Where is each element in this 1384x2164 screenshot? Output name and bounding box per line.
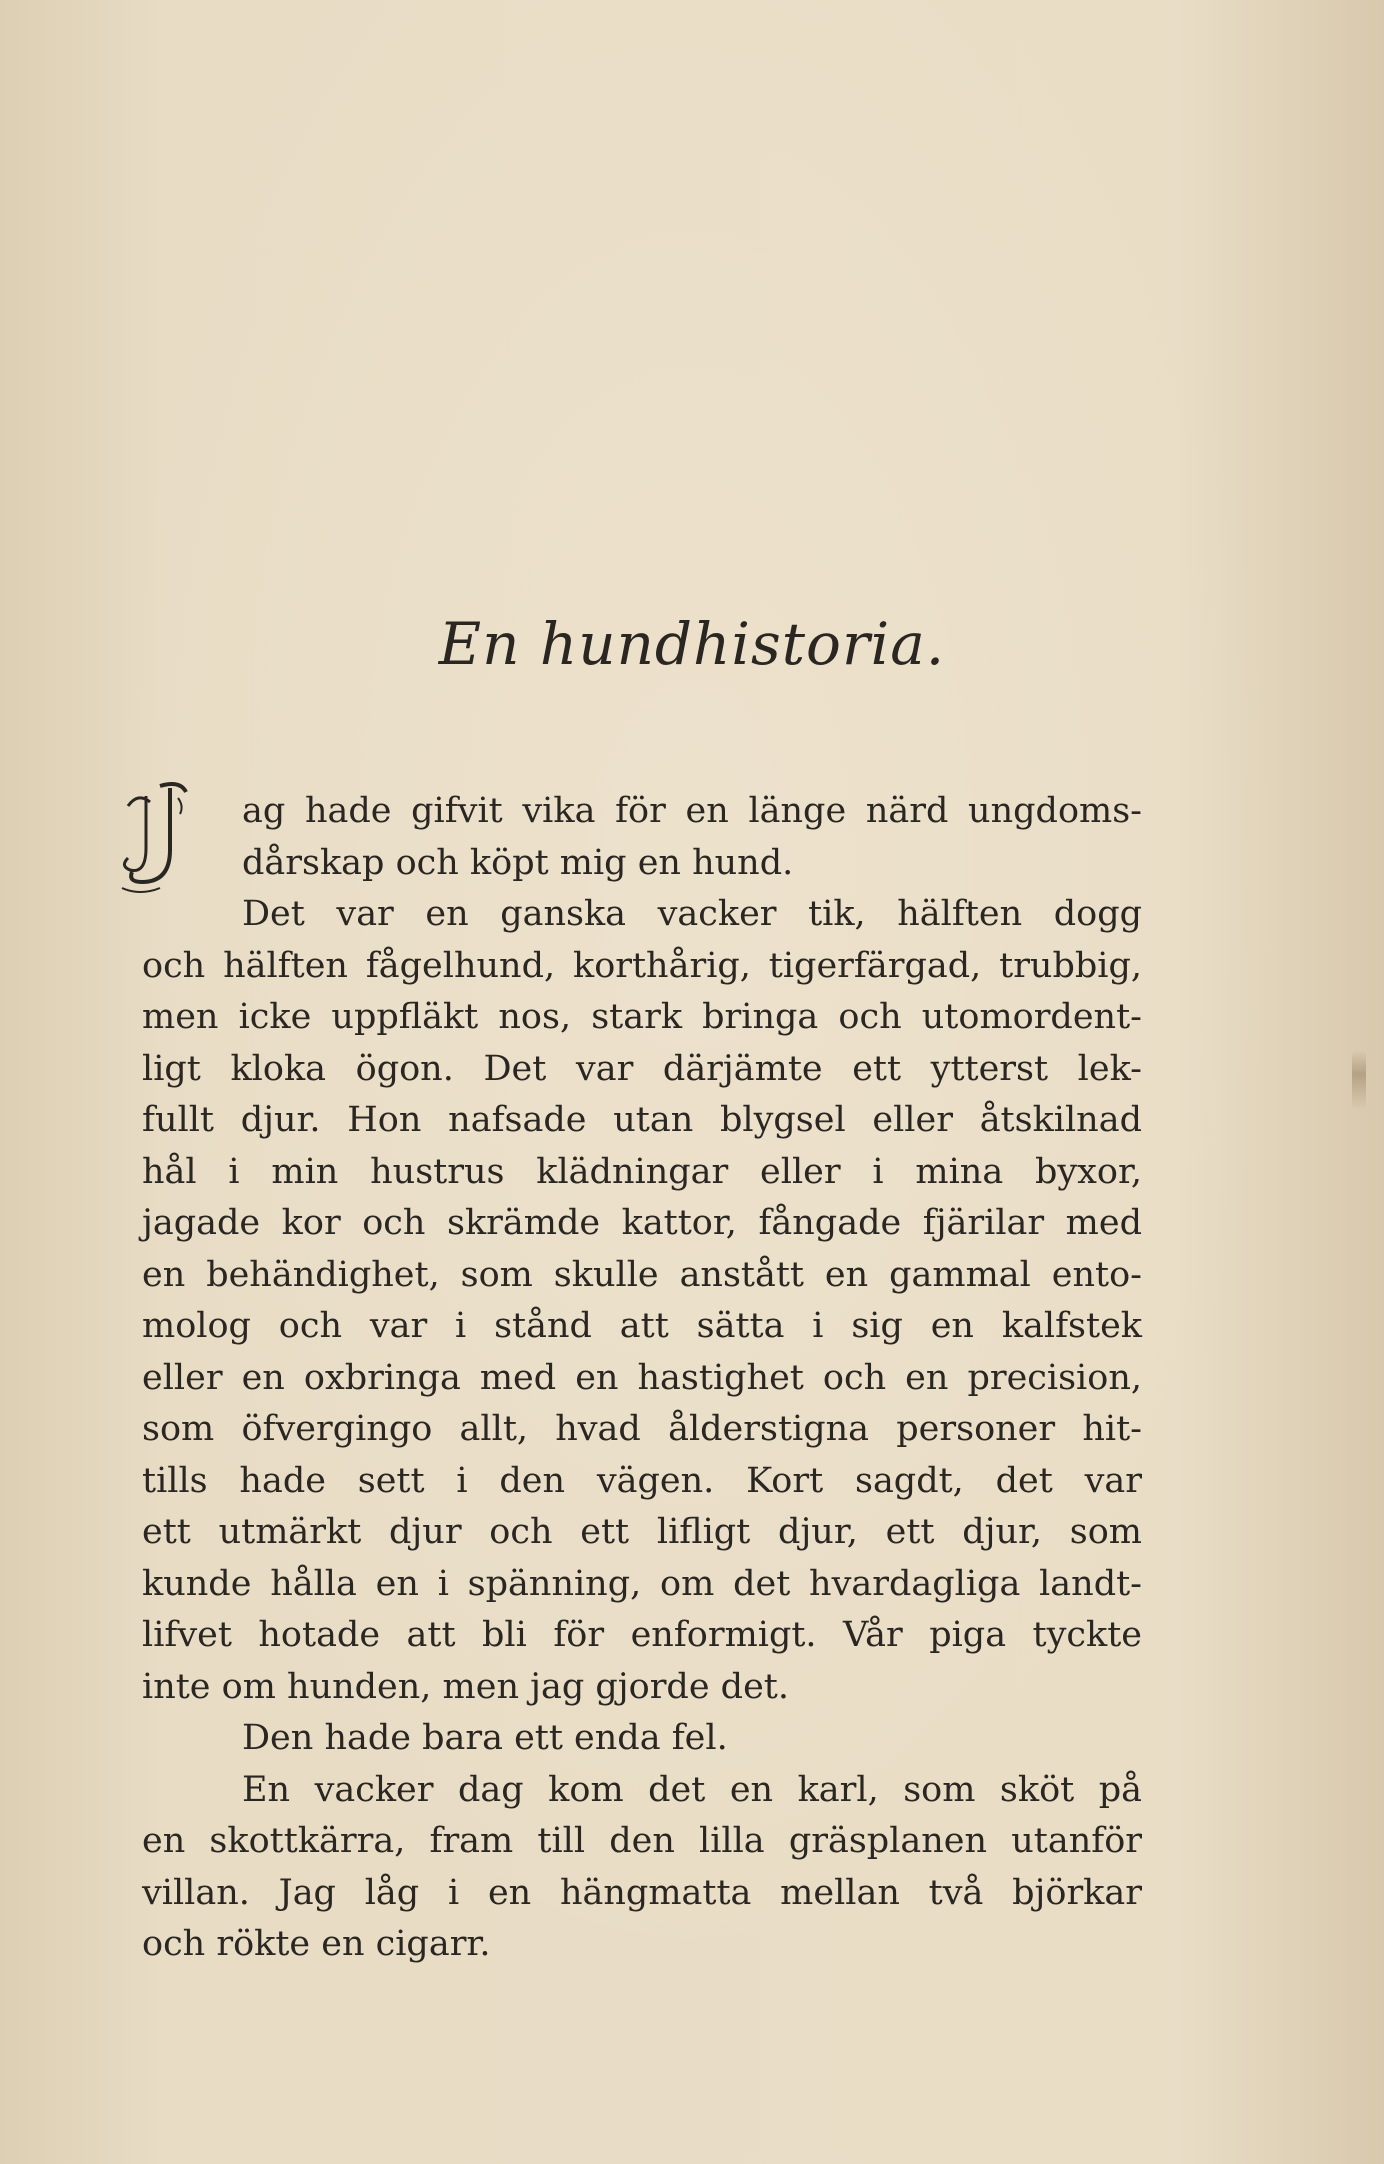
- text-line: jagade kor och skrämde kattor, fångade fjärilar med: [142, 1203, 1142, 1243]
- page-edge-stain: [1352, 1050, 1366, 1110]
- text-line: inte om hunden, men jag gjorde det.: [142, 1666, 789, 1707]
- text-line: dårskap och köpt mig en hund.: [242, 842, 794, 883]
- text-line: lifvet hotade att bli för enformigt. Vår piga tyckte: [142, 1615, 1142, 1655]
- text-line: och rökte en cigarr.: [142, 1924, 491, 1964]
- text-line: och hälften fågelhund, korthårig, tigerfärgad, trubbig,: [142, 945, 1142, 986]
- text-line: villan. Jag låg i en hängmatta mellan två björkar: [142, 1872, 1142, 1913]
- text-line: Det var en ganska vacker tik, hälften dogg: [242, 894, 1142, 934]
- text-line: hål i min hustrus klädningar eller i mina byxor,: [142, 1151, 1142, 1192]
- text-line: ag hade gifvit vika för en länge närd ungdoms-: [242, 791, 1142, 831]
- text-line: En vacker dag kom det en karl, som sköt på: [242, 1769, 1142, 1810]
- text-line: Den hade bara ett enda fel.: [242, 1718, 728, 1758]
- text-line: tills hade sett i den vägen. Kort sagdt, det var: [142, 1460, 1142, 1501]
- text-line: fullt djur. Hon nafsade utan blygsel eller åtskilnad: [142, 1100, 1142, 1140]
- text-line: kunde hålla en i spänning, om det hvardagliga landt-: [142, 1563, 1142, 1604]
- text-line: ett utmärkt djur och ett lifligt djur, ett djur, som: [142, 1512, 1142, 1552]
- chapter-title: En hundhistoria.: [438, 610, 946, 678]
- body-text: [142, 786, 1142, 1971]
- text-line: molog och var i stånd att sätta i sig en kalfstek: [142, 1306, 1142, 1346]
- text-line: men icke uppfläkt nos, stark bringa och utomordent-: [142, 997, 1142, 1037]
- text-line: som öfvergingo allt, hvad ålderstigna personer hit-: [142, 1409, 1142, 1449]
- text-line: ligt kloka ögon. Det var därjämte ett ytterst lek-: [142, 1048, 1142, 1089]
- text-line: en skottkärra, fram till den lilla gräsplanen utanför: [142, 1821, 1142, 1861]
- text-line: en behändighet, som skulle anstått en gammal ento-: [142, 1254, 1142, 1295]
- text-line: eller en oxbringa med en hastighet och en precision,: [142, 1357, 1142, 1398]
